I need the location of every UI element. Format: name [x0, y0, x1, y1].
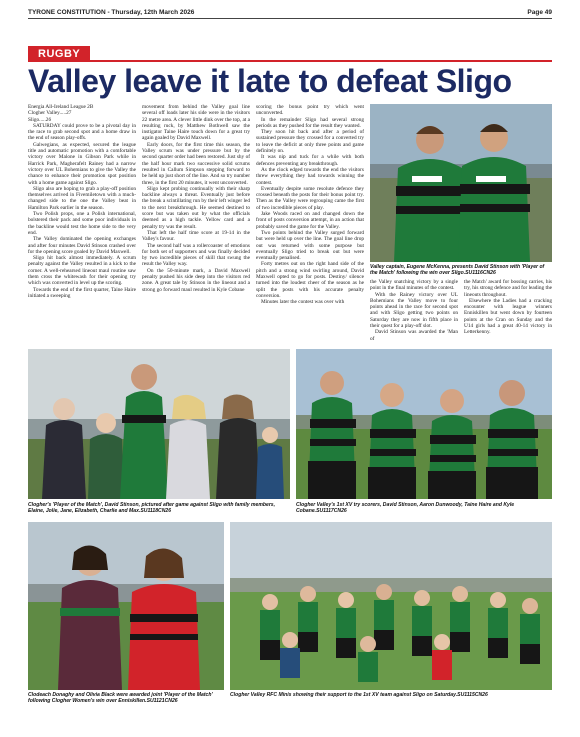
article-column-3: [256, 104, 364, 306]
paragraph: That left the half time score at 19-14 in the Valley's favour.: [142, 229, 250, 243]
publication-date: TYRONE CONSTITUTION - Thursday, 12th March 2026: [28, 8, 195, 16]
article-column-3b: [370, 279, 458, 342]
caption-womens-players: Clodeach Donaghy and Olivia Black were awarded joint 'Player of the Match' following Clogher Women's win over Enniskillen.SU1121CN26: [28, 692, 213, 704]
page-header: [28, 6, 552, 19]
photo-presentation: [370, 104, 552, 262]
article-column-2: [142, 104, 250, 293]
score-home: Clogher Valley.....27: [28, 110, 72, 117]
caption-try-scorers: Clogher Valley's 1st XV try scorers, David Stinson, Aaron Dunwoody, Taine Haire and Kyle Cobane.SU1117CN26: [296, 502, 515, 514]
paragraph: With the Rainey victory over UL Bohemians the Valley move to four points ahead in the race for second spot and with Sligo getting two points on Saturday they are now in fifth place in their quest for a play-off slot.: [370, 291, 458, 330]
photo-womens-players: [28, 522, 224, 690]
paragraph: the Match' award for bossing carries, his try, his strong defence and for leading the lineouts throughout.: [464, 279, 552, 298]
section-rule: [28, 60, 552, 62]
caption-minis: Clogher Valley RFC Minis showing their support to the 1st XV team against Sligo on Saturday.SU1115CN26: [230, 692, 488, 698]
score-away: Sligo.....26: [28, 116, 52, 123]
paragraph: Forty metres out on the right hand side of the pitch and a strong wind swirling around, David Maxwell opted to go for posts. Destiny/ silence turned into the loudest cheer of the season as he split the posts with his accurate penalty conversion.: [256, 261, 364, 299]
article-column-4b: [464, 279, 552, 336]
paragraph: the Valley snatching victory by a single point in the final minutes of the contest.: [370, 279, 458, 292]
paragraph: scoring the bonus point try which went unconverted.: [256, 104, 364, 117]
paragraph: Sligo hit back almost immediately. A scrum penalty against the Valley resulted in a kick to the corner. A well-rehearsed lineout maul routine saw them cross the whitewash for their opening try which was converted in level up the scoring.: [28, 255, 136, 287]
paragraph: They soon hit back and after a period of sustained pressure they crossed for a converted try to leave the deficit at only three points and game definitely on.: [256, 129, 364, 155]
paragraph: Minutes later the contest was over with: [261, 299, 345, 306]
paragraph: Jake Woods raced on and changed down the front of posts conversion attempt, in an action that probably saved the game for the Valley.: [256, 211, 364, 230]
photo-try-scorers: [296, 349, 552, 499]
paragraph: David Stinson was awarded the 'Man of: [370, 329, 458, 342]
paragraph: Early doors, for the first time this season, the Valley scrum was under pressure but by the second quarter order had been restored. Just shy of the half hour mark two successive solid scrums resulted in Callum Simpson stepping forward to be held up just short of the line. And so try number three, in the first 20 minutes, it went unconverted.: [142, 141, 250, 186]
paragraph: The Valley dominated the opening exchanges and after four minutes David Stinson crashed over for the opening score goaled by David Maxwell.: [28, 236, 136, 255]
paragraph: Towards the end of the first quarter, Taine Haire initiated a sweeping: [28, 286, 136, 299]
paragraph: Elsewhere the Ladies had a cracking encounter with league winners Enniskillen but went down by fourteen points at the Cran on Sunday and the U14 girls had a great 40-14 victory in Letterkenny.: [464, 297, 552, 336]
paragraph: On the 50-minute mark, a David Maxwell penalty pushed his side deep into the visitors red zone. A great tale by Stinson in the lineout and a strong go forward maul resulted in Kyle Cobane: [142, 267, 250, 293]
section-label: RUGBY: [28, 46, 90, 62]
paragraph: In the remainder Sligo had several strong periods as they pushed for the result they wanted.: [256, 116, 364, 129]
paragraph: Sligo also are hoping to grab a play-off position themselves arrived in Fivemiletown with a much-changed side to the one the Valley beat in Hamilton Park earlier in the season.: [28, 185, 136, 211]
caption-presentation: Valley captain, Eugene McKenna, presents David Stinson with 'Player of the Match' following the win over Sligo.SU1116CN26: [370, 264, 545, 276]
photo-family: [28, 349, 290, 499]
paragraph: Two points behind the Valley surged forward but were held up over the line. The goal line drop out was returned with some purpose but eventually Sligo tried to break out but were eventually penalised.: [256, 229, 364, 262]
paragraph: It was nip and tuck for a while with both defences preventing any breakthrough.: [256, 154, 364, 167]
page-number: Page 49: [527, 8, 552, 16]
article-column-1: [28, 104, 136, 299]
paragraph: Sligo kept probing continually with their sharp backline always a threat. Eventually just before the break a scintillating run by their left winger led to the next breakthrough. He seemed destined to score but was taken out by what the officials deemed as a high tackle. Yellow card and a penalty try was the result.: [142, 185, 250, 230]
headline: Valley leave it late to defeat Sligo: [28, 63, 512, 99]
caption-family: Clogher's 'Player of the Match', David Stinson, pictured after game against Sligo with family members, Elaine, Jolie, Jane, Elizabeth, Charlie and Max.SU1118CN26: [28, 502, 276, 514]
paragraph: The second half was a rollercoaster of emotions for both set of supporters and was finally decided by two incredible pieces of skill that swung the result the Valley way.: [142, 242, 250, 268]
paragraph: Galwegians, as expected, secured the league title and automatic promotion with a comfortable victory over Malone in Gibson Park while in Harrick Park, Magherafelt Rainey had a narrow victory over UL Bohemians to give the Valley the chance to enhance their promotion spot position with a home game against Sligo.: [28, 141, 136, 186]
photo-minis: [230, 522, 552, 690]
paragraph: movement from behind the Valley goal line several off loads later his side were in the visitors 22 metre area. A clever little dink over the top, at a resulting ruck, by Matthew Bothwell saw the instigator Taine Haire touch down for a great try again goaled by David Maxwell.: [142, 104, 250, 142]
paragraph: As the clock edged towards the end the visitors threw everything they had towards winning the contest.: [256, 166, 364, 186]
paragraph: Eventually despite some resolute defence they crossed beneath the posts for their bonus point try. Then as the Valley were regrouping came the first of two incredible pieces of play.: [256, 185, 364, 211]
paragraph: SATURDAY could prove to be a pivotal day in the race to grab second spot and a home draw in the end of season play-offs.: [28, 122, 136, 142]
fixture-line: Energia All-Ireland League 2B: [28, 104, 94, 110]
paragraph: Two Polish props, one a Polish international, bolstered their pack and some poor individuals in the backline would test the home side to the very end.: [28, 211, 136, 236]
